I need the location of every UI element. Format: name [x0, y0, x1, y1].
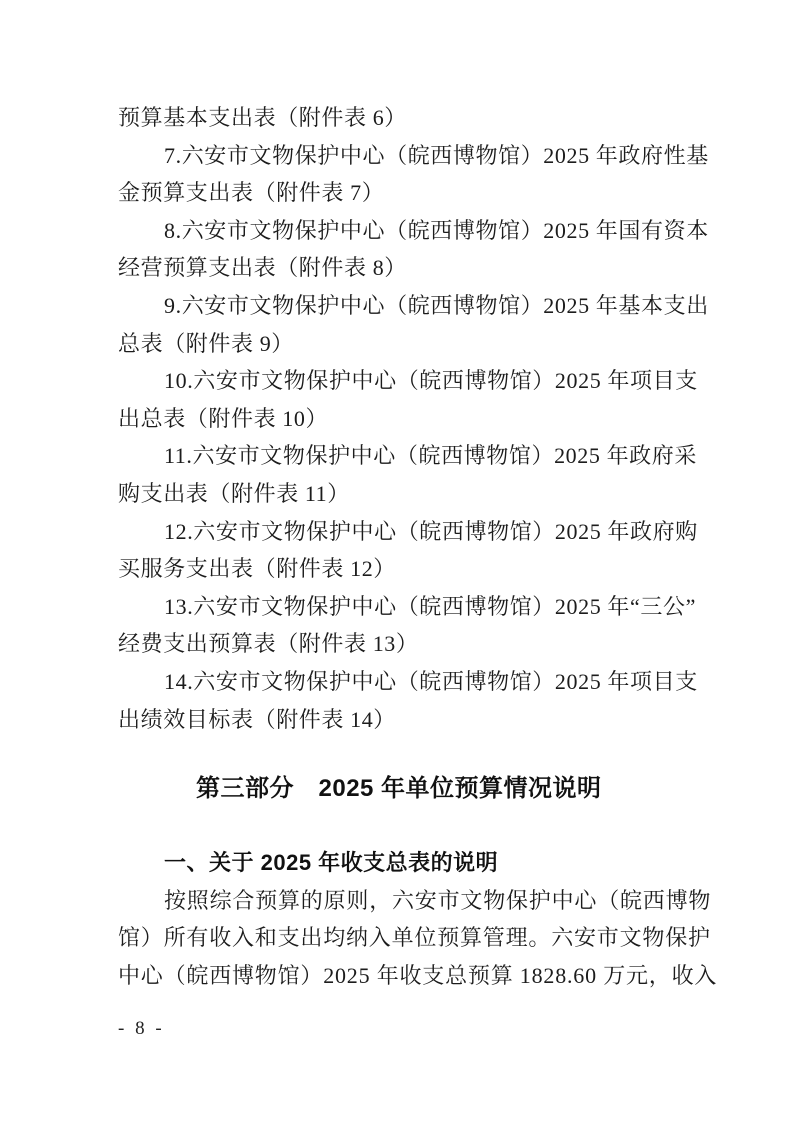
- text-line: 出绩效目标表（附件表 14）: [118, 706, 396, 732]
- text-line: 总表（附件表 9）: [118, 330, 294, 356]
- section-heading: 第三部分 2025 年单位预算情况说明: [196, 775, 602, 803]
- text-line: 金预算支出表（附件表 7）: [118, 180, 385, 206]
- text-line: 经营预算支出表（附件表 8）: [118, 255, 407, 281]
- text-line: 买服务支出表（附件表 12）: [118, 556, 396, 582]
- text-line: 馆）所有收入和支出均纳入单位预算管理。六安市文物保护: [118, 925, 711, 951]
- text-line: 经费支出预算表（附件表 13）: [118, 631, 419, 657]
- text-line: 10.六安市文物保护中心（皖西博物馆）2025 年项目支: [164, 368, 698, 394]
- text-line: 预算基本支出表（附件表 6）: [118, 105, 407, 130]
- text-line: 7.六安市文物保护中心（皖西博物馆）2025 年政府性基: [164, 142, 709, 168]
- attachment-table-list: [118, 0, 740, 738]
- text-line: 按照综合预算的原则，六安市文物保护中心（皖西博物: [164, 887, 712, 913]
- subsection-heading: 一、关于 2025 年收支总表的说明: [164, 850, 499, 876]
- text-line: 11.六安市文物保护中心（皖西博物馆）2025 年政府采: [164, 443, 697, 469]
- budget-explanation-paragraph: [118, 882, 740, 995]
- text-line: 购支出表（附件表 11）: [118, 480, 350, 506]
- page-number: - 8 -: [118, 1018, 165, 1039]
- text-line: 出总表（附件表 10）: [118, 405, 329, 431]
- text-line: 13.六安市文物保护中心（皖西博物馆）2025 年“三公”: [164, 593, 696, 619]
- page-content: [118, 0, 740, 994]
- text-line: 9.六安市文物保护中心（皖西博物馆）2025 年基本支出: [164, 292, 709, 318]
- text-line: 12.六安市文物保护中心（皖西博物馆）2025 年政府购: [164, 518, 698, 544]
- text-line: 中心（皖西博物馆）2025 年收支总预算 1828.60 万元，收入: [118, 962, 718, 988]
- text-line: 8.六安市文物保护中心（皖西博物馆）2025 年国有资本: [164, 217, 709, 243]
- text-line: 14.六安市文物保护中心（皖西博物馆）2025 年项目支: [164, 668, 698, 694]
